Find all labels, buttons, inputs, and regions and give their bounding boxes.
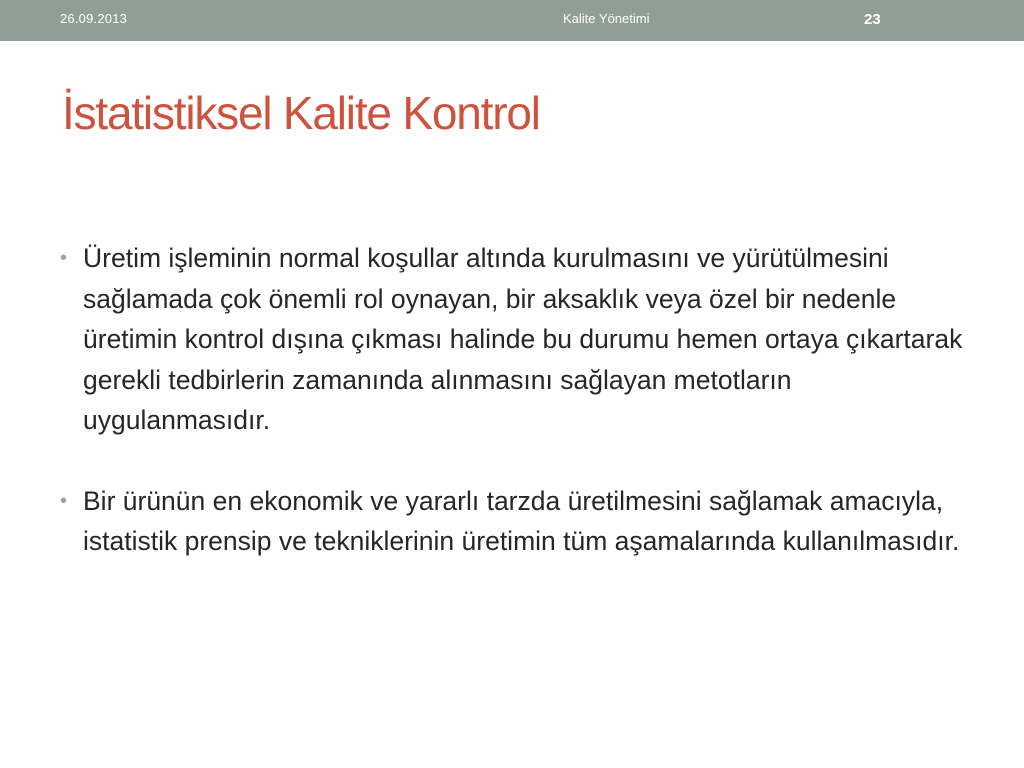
bullet-dot-icon: • — [60, 489, 68, 512]
header-bar — [0, 0, 1024, 41]
bullet-text: Bir ürünün en ekonomik ve yararlı tarzda üretilmesini sağlamak amacıyla, istatistik prensip ve tekniklerinin üretimin tüm aşamalarında kullanılmasıdır. — [83, 485, 960, 556]
bullet-dot-icon: • — [60, 247, 68, 269]
bullet-item — [60, 238, 970, 441]
slide-body — [60, 238, 970, 562]
slide-number: 23 — [864, 11, 881, 28]
bullet-text: Üretim işleminin normal koşullar altında kurulmasını ve yürütülmesini sağlamada çok önemli rol oynayan, bir aksaklık veya özel bir nedenle üretimin kontrol dışına çıkması halinde bu durumu hemen ortaya çıkartarak gerekli tedbirlerin zamanında alınmasını sağlayan metotların uygulanmasıdır. — [83, 243, 963, 435]
presentation-title: Kalite Yönetimi — [563, 11, 650, 26]
bullet-item — [60, 481, 970, 562]
slide-date: 26.09.2013 — [60, 11, 128, 26]
slide-title: İstatistiksel Kalite Kontrol — [62, 87, 540, 139]
